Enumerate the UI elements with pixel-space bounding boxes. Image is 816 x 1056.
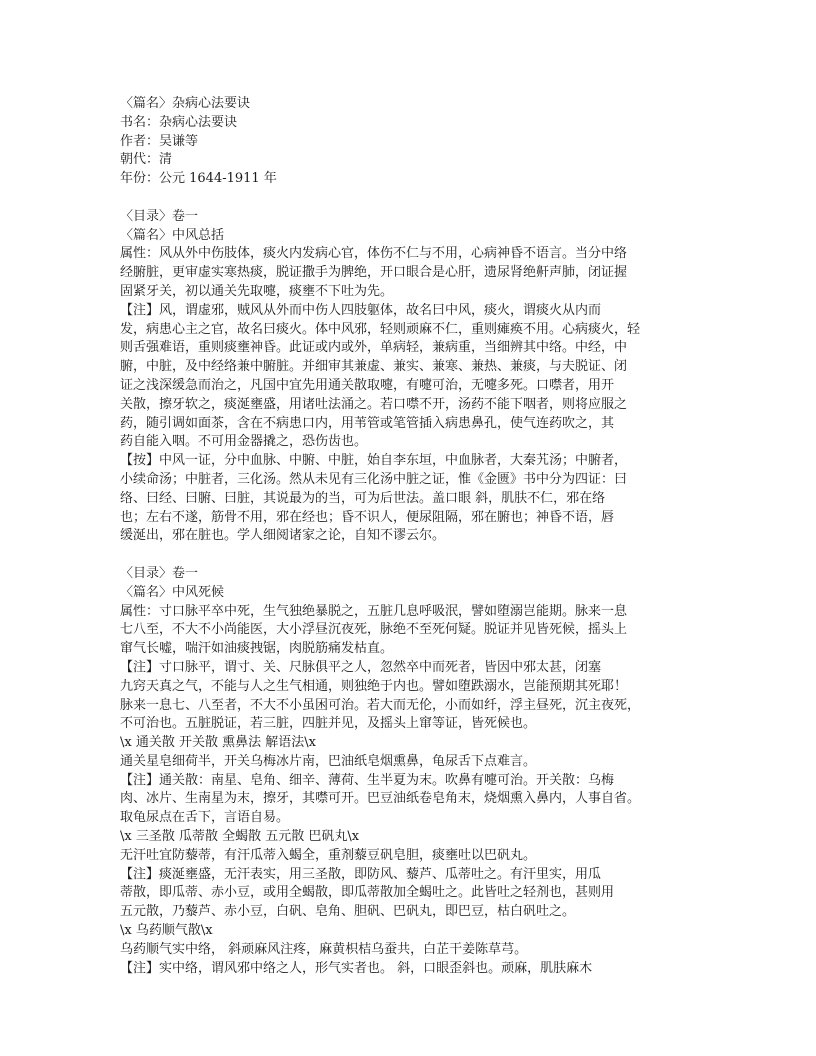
text-line: \x 通关散 开关散 熏鼻法 解语法\x [120, 735, 316, 751]
text-line: 不可治也。五脏脱证，若三脏，四脏并见，及摇头上窜等证，皆死候也。 [120, 716, 537, 732]
text-line: 无汗吐宜防藜蒂，有汗瓜蒂入蝎全，重剂藜豆矾皂胆，痰壅吐以巴矾丸。 [120, 847, 537, 863]
text-line: 书名：杂病心法要诀 [120, 114, 238, 130]
text-line: 小续命汤；中脏者，三化汤。然从未见有三化汤中脏之证，惟《金匮》书中分为四证：曰 [120, 471, 628, 487]
text-line: \x 三圣散 瓜蒂散 全蝎散 五元散 巴矾丸\x [120, 829, 360, 845]
text-line: 络、曰经、曰腑、曰脏，其说最为的当，可为后世法。盖口眼 斜，肌肤不仁，邪在络 [120, 490, 606, 506]
text-line: 发，病患心主之官，故名曰痰火。体中风邪，轻则顽麻不仁，重则瘫痪不用。心病痰火，轻 [120, 321, 641, 337]
text-line: 蒂散，即瓜蒂、赤小豆，或用全蝎散，即瓜蒂散加全蝎吐之。此皆吐之轻剂也，甚则用 [120, 885, 615, 901]
text-line: 证之浅深缓急而治之，凡国中宜先用通关散取嚏，有嚏可治，无嚏多死。口噤者，用开 [120, 377, 615, 393]
document-body [120, 95, 684, 978]
text-line: 腑，中脏，及中经络兼中腑脏。并细审其兼虚、兼实、兼寒、兼热、兼痰，与夫脱证、闭 [120, 359, 628, 375]
text-line: \x 乌药顺气散\x [120, 923, 213, 939]
text-line: 年份：公元 1644-1911 年 [120, 171, 277, 187]
text-line: 经腑脏，更审虚实寒热痰，脱证撒手为脾绝，开口眼合是心肝，遗尿肾绝鼾声肺，闭证握 [120, 265, 628, 281]
text-line: 【注】实中络，谓风邪中络之人，形气实者也。 斜，口眼歪斜也。顽麻，肌肤麻木 [120, 960, 593, 976]
text-line: 【注】痰涎壅盛，无汗表实，用三圣散，即防风、藜芦、瓜蒂吐之。有汗里实，用瓜 [120, 866, 602, 882]
text-line: 五元散，乃藜芦、赤小豆，白矾、皂角、胆矾、巴矾丸，即巴豆，枯白矾吐之。 [120, 904, 576, 920]
text-line: 也；左右不遂，筋骨不用，邪在经也；昏不识人，便尿阻隔，邪在腑也；神昏不语，唇 [120, 509, 615, 525]
text-line: 九窍天真之气，不能与人之生气相通，则独绝于内也。譬如堕跌溺水，岂能预期其死耶！ [120, 678, 628, 694]
text-line: 〈篇名〉中风总括 [120, 227, 225, 243]
text-line: 〈篇名〉杂病心法要诀 [120, 96, 251, 111]
text-line: 【注】通关散：南星、皂角、细辛、薄荷、生半夏为末。吹鼻有嚏可治。开关散：乌梅 [120, 772, 615, 788]
text-line: 脉来一息七、八至者，不大不小虽困可治。若大而无伦，小而如纤，浮主昼死，沉主夜死， [120, 697, 641, 713]
text-line: 〈目录〉卷一 [120, 208, 199, 224]
text-line: 属性：风从外中伤肢体，痰火内发病心官，体伤不仁与不用，心病神昏不语言。当分中络 [120, 246, 628, 262]
text-line: 【按】中风一证，分中血脉、中腑、中脏，始自李东垣，中血脉者，大秦艽汤；中腑者， [120, 453, 628, 469]
text-line: 缓涎出，邪在脏也。学人细阅诸家之论，自知不谬云尔。 [120, 528, 446, 544]
blank-line [120, 189, 684, 208]
text-line: 〈篇名〉中风死候 [120, 584, 225, 600]
text-line: 则舌强难语，重则痰壅神昏。此证或内或外，单病轻，兼病重，当细辨其中络。中经，中 [120, 340, 628, 356]
text-line: 窜气长嘘，喘汗如油痰拽锯，肉脱筋痛发枯直。 [120, 641, 394, 657]
text-line: 作者：吴谦等 [120, 133, 199, 149]
text-line: 朝代：清 [120, 152, 173, 168]
text-line: 药，随引调如面茶，含在不病患口内，用苇管或笔管插入病患鼻孔，使气连药吹之，其 [120, 415, 615, 431]
text-line: 乌药顺气实中络， 斜顽麻风注疼，麻黄枳桔乌蚕共，白芷干姜陈草芎。 [120, 941, 528, 957]
text-line: 属性：寸口脉平卒中死，生气独绝暴脱之，五脏几息呼吸泯，譬如堕溺岂能期。脉来一息 [120, 603, 628, 619]
text-line: 肉、冰片、生南星为末，擦牙，其噤可开。巴豆油纸卷皂角末，烧烟熏入鼻内，人事自省。 [120, 791, 641, 807]
text-line: 固紧牙关，初以通关先取嚏，痰壅不下吐为先。 [120, 283, 394, 299]
text-line: 取龟尿点在舌下，言语自易。 [120, 810, 290, 826]
text-line: 药自能入咽。不可用金器撬之，恐伤齿也。 [120, 434, 368, 450]
text-line: 关散，擦牙软之，痰涎壅盛，用诸吐法涌之。若口噤不开，汤药不能下咽者，则将应服之 [120, 396, 628, 412]
text-line: 【注】寸口脉平，谓寸、关、尺脉俱平之人，忽然卒中而死者，皆因中邪太甚，闭塞 [120, 659, 602, 675]
text-line: 【注】风，谓虚邪，贼风从外而中伤人四肢躯体，故名曰中风，痰火，谓痰火从内而 [120, 302, 602, 318]
blank-line [120, 546, 684, 565]
text-line: 〈目录〉卷一 [120, 565, 199, 581]
text-line: 通关星皂细荷半，开关乌梅冰片南，巴油纸皂烟熏鼻，龟尿舌下点难言。 [120, 753, 537, 769]
text-line: 七八至，不大不小尚能医，大小浮昼沉夜死，脉绝不至死何疑。脱证并见皆死候，摇头上 [120, 622, 628, 638]
